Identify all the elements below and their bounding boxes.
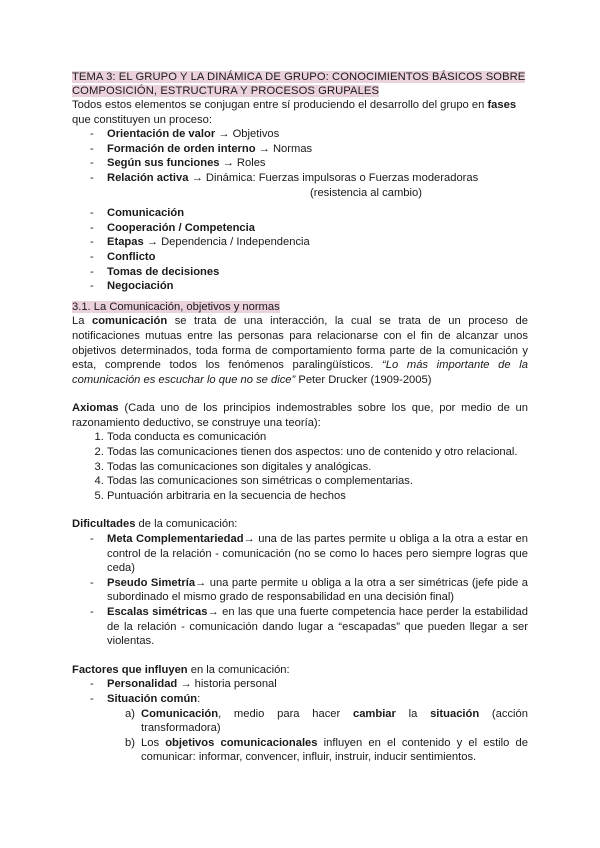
list-item: 3. Todas las comunicaciones son digitales y analógicas. [107,460,528,475]
list-item: - Negociación [72,279,528,294]
title-line-1: TEMA 3: EL GRUPO Y LA DINÁMICA DE GRUPO: CONOCIMIENTOS BÁSICOS SOBRE [72,71,526,83]
list-item: - Comunicación [72,206,528,221]
difficulties-heading: Dificultades de la comunicación: [72,518,238,531]
difficulties-list [72,532,528,649]
title-line-2: COMPOSICIÓN, ESTRUCTURA Y PROCESOS GRUPALES [72,85,380,97]
axioms-list [72,430,528,503]
communication-paragraph: La comunicación se trata de una interacción, la cual se trata de un proceso de notificaciones mutuas entre las personas para relacionarse con el fin de alcanzar unos objetivos determinados, toda forma de comportamiento forma parte de la comunicación y esta, comprende todos los fenómenos paralingüísticos. “Lo más importante de la comunicación es escuchar lo que no se dice” Peter Drucker (1909-2005) [72,315,528,386]
list-item: - Etapas → Dependencia / Independencia [72,235,528,250]
intro-paragraph: Todos estos elementos se conjugan entre sí produciendo el desarrollo del grupo en fases que constituyen un proceso: [72,99,517,126]
list-item: 5. Puntuación arbitraria en la secuencia de hechos [107,489,528,504]
phases-list-2 [72,206,528,294]
list-item: - Cooperación / Competencia [72,221,528,236]
list-item: - Orientación de valor → Objetivos [72,127,528,142]
list-item: - Relación activa → Dinámica: Fuerzas impulsoras o Fuerzas moderadoras [72,171,528,186]
list-item: a) Comunicación, medio para hacer cambiar la situación (acción transformadora) [125,707,528,735]
list-item: - Personalidad → historia personal [72,677,528,692]
list-item: - Escalas simétricas→ en las que una fuerte competencia hace perder la estabilidad de la relación - comunicación dando lugar a “escapadas” que pueden llegar a ser violentas. [72,605,528,649]
section-heading: 3.1. La Comunicación, objetivos y normas [72,300,280,313]
list-item: - Meta Complementariedad→ una de las partes permite u obliga a la otra a estar en control de la relación - comunicación (no se como lo haces pero siempre logras que ceda) [72,532,528,576]
phases-list [72,127,528,185]
list-item: b) Los objetivos comunicacionales influyen en el contenido y el estilo de comunicar: informar, convencer, influir, instruir, inducir sentimientos. [125,736,528,764]
phase-continuation: (resistencia al cambio) [310,186,422,199]
list-item: - Tomas de decisiones [72,265,528,280]
factors-heading: Factores que influyen en la comunicación: [72,663,290,676]
list-item: - Situación común: [72,692,528,707]
list-item: - Conflicto [72,250,528,265]
page-title [72,70,528,98]
document-page [72,70,528,765]
list-item: - Según sus funciones → Roles [72,156,528,171]
list-item: - Formación de orden interno → Normas [72,142,528,157]
factors-list [72,677,528,706]
list-item: - Pseudo Simetría→ una parte permite u obliga a la otra a ser simétricas (jefe pide a subordinado el mismo grado de responsabilidad en una decisión final) [72,576,528,605]
situation-sublist [72,707,528,765]
quote: “Lo más importante de la comunicación es escuchar lo que no se dice” [72,359,528,386]
list-item: 4. Todas las comunicaciones son simétricas o complementarias. [107,474,528,489]
axioms-intro: Axiomas (Cada uno de los principios indemostrables sobre los que, por medio de un razonamiento deductivo, se construye una teoría): [72,402,528,429]
list-item: 1. Toda conducta es comunicación [107,430,528,445]
list-item: 2. Todas las comunicaciones tienen dos aspectos: uno de contenido y otro relacional. [107,445,528,460]
